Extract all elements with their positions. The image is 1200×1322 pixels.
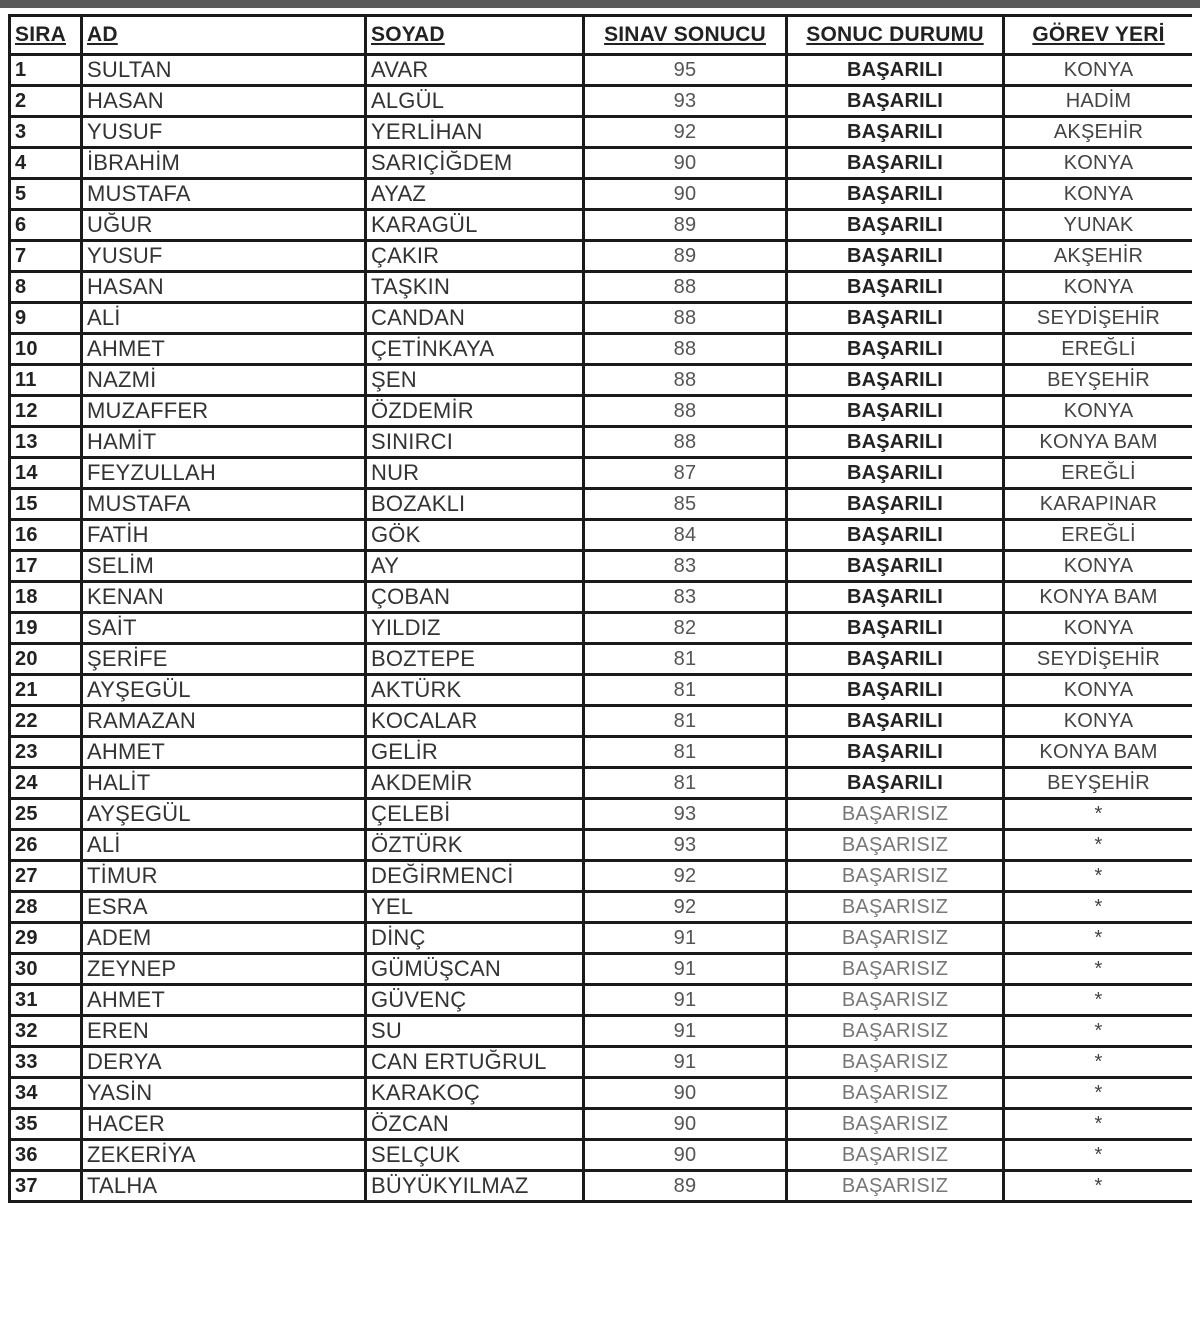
row-soyad: GÖK [366, 520, 584, 551]
table-row [10, 55, 1193, 86]
row-soyad: ÖZDEMİR [366, 396, 584, 427]
row-sira: 8 [10, 272, 82, 303]
header-sonuc-durumu: SONUC DURUMU [787, 16, 1004, 55]
row-sinav-sonucu: 90 [584, 179, 787, 210]
row-sira: 30 [10, 954, 82, 985]
row-sira: 9 [10, 303, 82, 334]
row-gorev-yeri: EREĞLİ [1004, 520, 1193, 551]
row-sira: 22 [10, 706, 82, 737]
row-ad: YUSUF [82, 117, 366, 148]
table-row [10, 272, 1193, 303]
row-ad: İBRAHİM [82, 148, 366, 179]
row-soyad: GÜVENÇ [366, 985, 584, 1016]
row-sonuc-durumu: BAŞARILI [787, 86, 1004, 117]
results-table [8, 14, 1192, 1203]
table-row [10, 799, 1193, 830]
row-sinav-sonucu: 88 [584, 334, 787, 365]
row-gorev-yeri: * [1004, 830, 1193, 861]
row-sonuc-durumu: BAŞARILI [787, 334, 1004, 365]
row-sonuc-durumu: BAŞARILI [787, 241, 1004, 272]
table-row [10, 923, 1193, 954]
row-soyad: AY [366, 551, 584, 582]
row-sira: 12 [10, 396, 82, 427]
row-sira: 34 [10, 1078, 82, 1109]
row-sinav-sonucu: 91 [584, 923, 787, 954]
row-gorev-yeri: KONYA [1004, 675, 1193, 706]
row-sonuc-durumu: BAŞARILI [787, 365, 1004, 396]
row-soyad: SARIÇİĞDEM [366, 148, 584, 179]
row-sira: 36 [10, 1140, 82, 1171]
row-ad: AHMET [82, 985, 366, 1016]
row-gorev-yeri: KONYA [1004, 179, 1193, 210]
row-sonuc-durumu: BAŞARISIZ [787, 861, 1004, 892]
row-sonuc-durumu: BAŞARILI [787, 117, 1004, 148]
table-row [10, 86, 1193, 117]
header-sira: SIRA [10, 16, 82, 55]
table-row [10, 830, 1193, 861]
row-sira: 3 [10, 117, 82, 148]
row-sira: 14 [10, 458, 82, 489]
row-gorev-yeri: KONYA [1004, 706, 1193, 737]
row-soyad: BOZTEPE [366, 644, 584, 675]
row-ad: AHMET [82, 737, 366, 768]
row-sinav-sonucu: 90 [584, 148, 787, 179]
header-soyad: SOYAD [366, 16, 584, 55]
row-sinav-sonucu: 81 [584, 644, 787, 675]
row-soyad: AYAZ [366, 179, 584, 210]
row-soyad: ÇELEBİ [366, 799, 584, 830]
row-soyad: AVAR [366, 55, 584, 86]
row-sira: 35 [10, 1109, 82, 1140]
row-sinav-sonucu: 82 [584, 613, 787, 644]
row-sira: 21 [10, 675, 82, 706]
row-ad: ALİ [82, 303, 366, 334]
row-ad: FEYZULLAH [82, 458, 366, 489]
row-ad: KENAN [82, 582, 366, 613]
table-row [10, 427, 1193, 458]
table-row [10, 1047, 1193, 1078]
table-row [10, 861, 1193, 892]
row-sinav-sonucu: 91 [584, 1047, 787, 1078]
row-sinav-sonucu: 93 [584, 86, 787, 117]
row-sonuc-durumu: BAŞARILI [787, 737, 1004, 768]
row-ad: YUSUF [82, 241, 366, 272]
row-sira: 33 [10, 1047, 82, 1078]
row-sonuc-durumu: BAŞARILI [787, 768, 1004, 799]
row-soyad: ÇOBAN [366, 582, 584, 613]
row-gorev-yeri: KARAPINAR [1004, 489, 1193, 520]
row-sira: 28 [10, 892, 82, 923]
row-sinav-sonucu: 84 [584, 520, 787, 551]
row-ad: AHMET [82, 334, 366, 365]
row-sinav-sonucu: 81 [584, 737, 787, 768]
row-ad: TİMUR [82, 861, 366, 892]
row-gorev-yeri: EREĞLİ [1004, 334, 1193, 365]
row-gorev-yeri: AKŞEHİR [1004, 241, 1193, 272]
row-sira: 29 [10, 923, 82, 954]
table-row [10, 458, 1193, 489]
results-sheet [8, 14, 1192, 1322]
row-sira: 31 [10, 985, 82, 1016]
table-row [10, 1171, 1193, 1202]
row-sira: 23 [10, 737, 82, 768]
table-row [10, 737, 1193, 768]
row-soyad: SELÇUK [366, 1140, 584, 1171]
row-ad: HASAN [82, 272, 366, 303]
row-sinav-sonucu: 92 [584, 117, 787, 148]
row-soyad: CANDAN [366, 303, 584, 334]
row-sonuc-durumu: BAŞARISIZ [787, 830, 1004, 861]
row-gorev-yeri: * [1004, 923, 1193, 954]
row-gorev-yeri: * [1004, 799, 1193, 830]
table-row [10, 210, 1193, 241]
table-row [10, 892, 1193, 923]
row-sonuc-durumu: BAŞARILI [787, 303, 1004, 334]
row-sinav-sonucu: 93 [584, 799, 787, 830]
row-sonuc-durumu: BAŞARISIZ [787, 1109, 1004, 1140]
row-sonuc-durumu: BAŞARISIZ [787, 1016, 1004, 1047]
row-ad: HASAN [82, 86, 366, 117]
row-sinav-sonucu: 88 [584, 303, 787, 334]
row-soyad: CAN ERTUĞRUL [366, 1047, 584, 1078]
row-gorev-yeri: * [1004, 954, 1193, 985]
row-ad: NAZMİ [82, 365, 366, 396]
header-ad: AD [82, 16, 366, 55]
row-sira: 5 [10, 179, 82, 210]
table-row [10, 1140, 1193, 1171]
table-row [10, 520, 1193, 551]
header-gorev-yeri: GÖREV YERİ [1004, 16, 1193, 55]
row-sonuc-durumu: BAŞARILI [787, 148, 1004, 179]
table-row [10, 613, 1193, 644]
row-sonuc-durumu: BAŞARISIZ [787, 985, 1004, 1016]
row-sinav-sonucu: 89 [584, 241, 787, 272]
table-row [10, 675, 1193, 706]
row-gorev-yeri: * [1004, 1171, 1193, 1202]
row-sira: 1 [10, 55, 82, 86]
row-sira: 16 [10, 520, 82, 551]
row-ad: SULTAN [82, 55, 366, 86]
row-soyad: AKTÜRK [366, 675, 584, 706]
row-ad: ESRA [82, 892, 366, 923]
row-sira: 4 [10, 148, 82, 179]
row-sinav-sonucu: 92 [584, 861, 787, 892]
row-sinav-sonucu: 89 [584, 1171, 787, 1202]
row-sira: 32 [10, 1016, 82, 1047]
row-gorev-yeri: YUNAK [1004, 210, 1193, 241]
row-sinav-sonucu: 95 [584, 55, 787, 86]
row-ad: RAMAZAN [82, 706, 366, 737]
row-soyad: YILDIZ [366, 613, 584, 644]
row-sonuc-durumu: BAŞARILI [787, 489, 1004, 520]
row-sinav-sonucu: 91 [584, 985, 787, 1016]
row-sinav-sonucu: 81 [584, 675, 787, 706]
table-row [10, 117, 1193, 148]
row-soyad: NUR [366, 458, 584, 489]
table-row [10, 582, 1193, 613]
row-gorev-yeri: KONYA BAM [1004, 737, 1193, 768]
row-soyad: ÇETİNKAYA [366, 334, 584, 365]
row-sonuc-durumu: BAŞARILI [787, 675, 1004, 706]
row-sinav-sonucu: 92 [584, 892, 787, 923]
row-ad: MUSTAFA [82, 179, 366, 210]
row-sonuc-durumu: BAŞARISIZ [787, 954, 1004, 985]
row-sinav-sonucu: 85 [584, 489, 787, 520]
row-sira: 37 [10, 1171, 82, 1202]
row-ad: EREN [82, 1016, 366, 1047]
table-row [10, 644, 1193, 675]
table-row [10, 768, 1193, 799]
row-sonuc-durumu: BAŞARILI [787, 210, 1004, 241]
row-gorev-yeri: KONYA [1004, 551, 1193, 582]
table-row [10, 396, 1193, 427]
row-sonuc-durumu: BAŞARISIZ [787, 1140, 1004, 1171]
row-soyad: YERLİHAN [366, 117, 584, 148]
row-sinav-sonucu: 90 [584, 1078, 787, 1109]
row-gorev-yeri: * [1004, 1109, 1193, 1140]
row-sira: 18 [10, 582, 82, 613]
row-soyad: SU [366, 1016, 584, 1047]
table-row [10, 551, 1193, 582]
row-gorev-yeri: HADİM [1004, 86, 1193, 117]
row-ad: YASİN [82, 1078, 366, 1109]
row-soyad: BOZAKLI [366, 489, 584, 520]
row-soyad: TAŞKIN [366, 272, 584, 303]
table-row [10, 489, 1193, 520]
row-sira: 13 [10, 427, 82, 458]
row-sonuc-durumu: BAŞARISIZ [787, 799, 1004, 830]
row-sinav-sonucu: 88 [584, 427, 787, 458]
row-ad: AYŞEGÜL [82, 799, 366, 830]
row-soyad: ŞEN [366, 365, 584, 396]
table-row [10, 1109, 1193, 1140]
row-soyad: SINIRCI [366, 427, 584, 458]
row-sonuc-durumu: BAŞARISIZ [787, 1171, 1004, 1202]
row-sonuc-durumu: BAŞARILI [787, 644, 1004, 675]
row-ad: FATİH [82, 520, 366, 551]
row-sonuc-durumu: BAŞARISIZ [787, 892, 1004, 923]
table-body [10, 55, 1193, 1202]
row-gorev-yeri: SEYDİŞEHİR [1004, 644, 1193, 675]
row-ad: MUSTAFA [82, 489, 366, 520]
row-soyad: DİNÇ [366, 923, 584, 954]
row-ad: ZEYNEP [82, 954, 366, 985]
row-sonuc-durumu: BAŞARILI [787, 396, 1004, 427]
row-sira: 27 [10, 861, 82, 892]
row-sonuc-durumu: BAŞARILI [787, 55, 1004, 86]
table-row [10, 1016, 1193, 1047]
row-sinav-sonucu: 88 [584, 272, 787, 303]
top-strip [0, 0, 1200, 8]
table-row [10, 334, 1193, 365]
table-row [10, 241, 1193, 272]
table-row [10, 179, 1193, 210]
table-row [10, 985, 1193, 1016]
row-sira: 11 [10, 365, 82, 396]
row-gorev-yeri: * [1004, 1140, 1193, 1171]
row-sinav-sonucu: 91 [584, 954, 787, 985]
row-sonuc-durumu: BAŞARILI [787, 706, 1004, 737]
row-sinav-sonucu: 91 [584, 1016, 787, 1047]
row-gorev-yeri: KONYA BAM [1004, 427, 1193, 458]
table-row [10, 1078, 1193, 1109]
row-sonuc-durumu: BAŞARILI [787, 520, 1004, 551]
row-gorev-yeri: EREĞLİ [1004, 458, 1193, 489]
row-soyad: KARAGÜL [366, 210, 584, 241]
row-sonuc-durumu: BAŞARISIZ [787, 1047, 1004, 1078]
row-soyad: KARAKOÇ [366, 1078, 584, 1109]
row-sonuc-durumu: BAŞARILI [787, 427, 1004, 458]
row-gorev-yeri: * [1004, 985, 1193, 1016]
row-ad: SAİT [82, 613, 366, 644]
row-sira: 10 [10, 334, 82, 365]
row-sira: 6 [10, 210, 82, 241]
row-sira: 24 [10, 768, 82, 799]
row-soyad: GÜMÜŞCAN [366, 954, 584, 985]
row-ad: HACER [82, 1109, 366, 1140]
row-soyad: ÖZCAN [366, 1109, 584, 1140]
row-sonuc-durumu: BAŞARILI [787, 272, 1004, 303]
row-soyad: KOCALAR [366, 706, 584, 737]
row-sonuc-durumu: BAŞARILI [787, 582, 1004, 613]
row-ad: DERYA [82, 1047, 366, 1078]
row-sinav-sonucu: 88 [584, 396, 787, 427]
row-gorev-yeri: KONYA [1004, 396, 1193, 427]
table-row [10, 148, 1193, 179]
row-sinav-sonucu: 88 [584, 365, 787, 396]
row-gorev-yeri: * [1004, 1016, 1193, 1047]
row-soyad: ÖZTÜRK [366, 830, 584, 861]
row-ad: ZEKERİYA [82, 1140, 366, 1171]
row-ad: ADEM [82, 923, 366, 954]
row-soyad: BÜYÜKYILMAZ [366, 1171, 584, 1202]
row-gorev-yeri: KONYA [1004, 55, 1193, 86]
row-soyad: AKDEMİR [366, 768, 584, 799]
row-gorev-yeri: KONYA [1004, 148, 1193, 179]
row-soyad: DEĞİRMENCİ [366, 861, 584, 892]
row-ad: HAMİT [82, 427, 366, 458]
row-sinav-sonucu: 83 [584, 582, 787, 613]
row-sinav-sonucu: 81 [584, 706, 787, 737]
row-gorev-yeri: KONYA [1004, 613, 1193, 644]
row-soyad: GELİR [366, 737, 584, 768]
header-sinav-sonucu: SINAV SONUCU [584, 16, 787, 55]
row-sinav-sonucu: 90 [584, 1109, 787, 1140]
row-sira: 26 [10, 830, 82, 861]
row-sinav-sonucu: 90 [584, 1140, 787, 1171]
row-ad: UĞUR [82, 210, 366, 241]
row-sira: 17 [10, 551, 82, 582]
row-ad: TALHA [82, 1171, 366, 1202]
table-row [10, 303, 1193, 334]
row-soyad: ALGÜL [366, 86, 584, 117]
row-ad: ŞERİFE [82, 644, 366, 675]
table-row [10, 706, 1193, 737]
row-gorev-yeri: AKŞEHİR [1004, 117, 1193, 148]
row-sira: 25 [10, 799, 82, 830]
row-sira: 19 [10, 613, 82, 644]
row-ad: SELİM [82, 551, 366, 582]
row-ad: AYŞEGÜL [82, 675, 366, 706]
row-gorev-yeri: * [1004, 1078, 1193, 1109]
row-sinav-sonucu: 83 [584, 551, 787, 582]
table-header-row [10, 16, 1193, 55]
row-gorev-yeri: KONYA BAM [1004, 582, 1193, 613]
row-ad: ALİ [82, 830, 366, 861]
row-sonuc-durumu: BAŞARISIZ [787, 923, 1004, 954]
row-gorev-yeri: BEYŞEHİR [1004, 768, 1193, 799]
row-ad: HALİT [82, 768, 366, 799]
row-sonuc-durumu: BAŞARISIZ [787, 1078, 1004, 1109]
row-sira: 7 [10, 241, 82, 272]
row-sonuc-durumu: BAŞARILI [787, 551, 1004, 582]
row-sira: 20 [10, 644, 82, 675]
row-gorev-yeri: BEYŞEHİR [1004, 365, 1193, 396]
table-row [10, 365, 1193, 396]
row-sira: 15 [10, 489, 82, 520]
row-gorev-yeri: KONYA [1004, 272, 1193, 303]
row-sonuc-durumu: BAŞARILI [787, 458, 1004, 489]
row-gorev-yeri: * [1004, 1047, 1193, 1078]
row-soyad: ÇAKIR [366, 241, 584, 272]
row-sinav-sonucu: 93 [584, 830, 787, 861]
row-ad: MUZAFFER [82, 396, 366, 427]
row-gorev-yeri: * [1004, 861, 1193, 892]
row-gorev-yeri: SEYDİŞEHİR [1004, 303, 1193, 334]
row-sinav-sonucu: 89 [584, 210, 787, 241]
row-sira: 2 [10, 86, 82, 117]
row-sonuc-durumu: BAŞARILI [787, 613, 1004, 644]
row-gorev-yeri: * [1004, 892, 1193, 923]
table-row [10, 954, 1193, 985]
row-sinav-sonucu: 81 [584, 768, 787, 799]
row-soyad: YEL [366, 892, 584, 923]
row-sonuc-durumu: BAŞARILI [787, 179, 1004, 210]
row-sinav-sonucu: 87 [584, 458, 787, 489]
